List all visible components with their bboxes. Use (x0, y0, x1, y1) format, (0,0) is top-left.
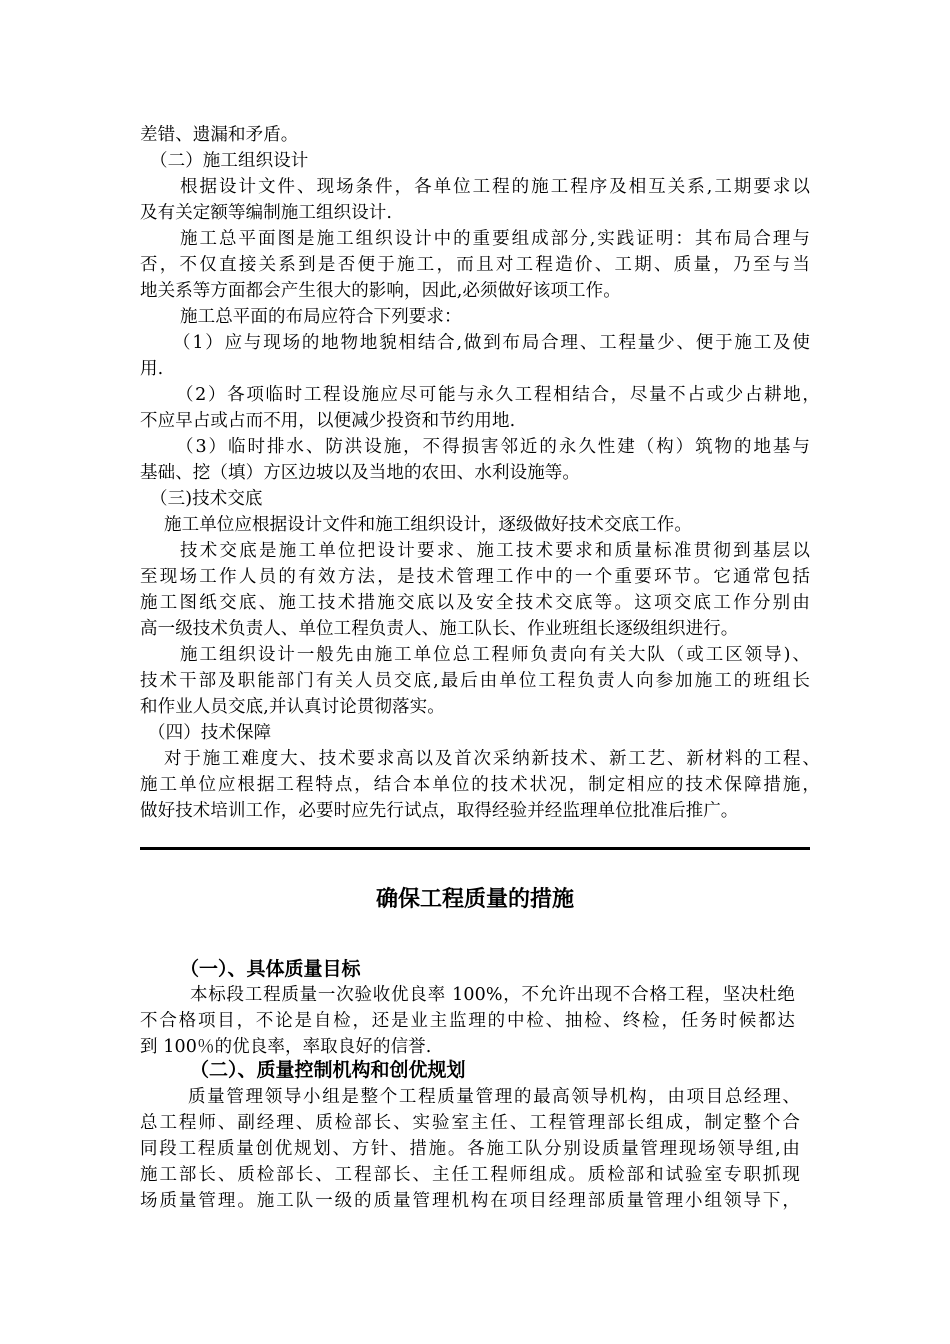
text-line: （1）应与现场的地物地貌相结合,做到布局合理、工程量少、便于施工及使 (173, 333, 810, 353)
text-line: 做好技术培训工作，必要时应先行试点，取得经验并经监理单位批准后推广。 (140, 801, 739, 821)
text-line: 质量管理领导小组是整个工程质量管理的最高领导机构，由项目总经理、 (188, 1087, 800, 1107)
subheading: （三)技术交底 (150, 489, 263, 509)
text-line: 总工程师、副经理、质检部长、实验室主任、工程管理部长组成，制定整个合 (140, 1113, 800, 1133)
text-line: 用. (140, 359, 164, 379)
text-line: 否，不仅直接关系到是否便于施工，而且对工程造价、工期、质量，乃至与当 (140, 255, 810, 275)
text-line: 不合格项目，不论是自检，还是业主监理的中检、抽检、终检，任务时候都达 (140, 1011, 795, 1031)
text-line: 基础、挖（填）方区边坡以及当地的农田、水利设施等。 (140, 463, 580, 483)
subheading: （二）施工组织设计 (150, 151, 309, 171)
text-line: 和作业人员交底,并认真讨论贯彻落实。 (140, 697, 445, 717)
text-line: 技术干部及职能部门有关人员交底,最后由单位工程负责人向参加施工的班组长 (140, 671, 810, 691)
horizontal-rule (140, 847, 810, 850)
subheading: （四）技术保障 (148, 723, 272, 743)
text-line: 及有关定额等编制施工组织设计. (140, 203, 393, 223)
text-line: 对于施工难度大、技术要求高以及首次采纳新技术、新工艺、新材料的工程、 (164, 749, 820, 769)
text-line: 同段工程质量创优规划、方针、措施。各施工队分别设质量管理现场领导组,由 (140, 1139, 800, 1159)
text-line: 差错、遗漏和矛盾。 (140, 125, 299, 145)
text-line: 地关系等方面都会产生很大的影响，因此,必须做好该项工作。 (140, 281, 621, 301)
text-line: 施工图纸交底、施工技术措施交底以及安全技术交底等。这项交底工作分别由 (140, 593, 810, 613)
text-line: 高一级技术负责人、单位工程负责人、施工队长、作业班组长逐级组织进行。 (140, 619, 739, 639)
section-title: 确保工程质量的措施 (375, 887, 574, 912)
text-line: 施工总平面的布局应符合下列要求： (180, 307, 462, 327)
text-line: 施工组织设计一般先由施工单位总工程师负责向有关大队（或工区领导)、 (180, 645, 810, 665)
text-line: 根据设计文件、现场条件，各单位工程的施工程序及相互关系,工期要求以 (180, 177, 810, 197)
heading-quality-goal: （一）、具体质量目标 (180, 958, 361, 980)
text-line: 技术交底是施工单位把设计要求、施工技术要求和质量标准贯彻到基层以 (180, 541, 810, 561)
text-line: （2）各项临时工程设施应尽可能与永久工程相结合，尽量不占或少占耕地， (176, 385, 820, 405)
text-line: 施工总平面图是施工组织设计中的重要组成部分,实践证明：其布局合理与 (180, 229, 810, 249)
heading-quality-control: （二）、质量控制机构和创优规划 (190, 1059, 466, 1081)
text-line: 不应早占或占而不用，以便减少投资和节约用地. (140, 411, 516, 431)
text-line: 场质量管理。施工队一级的质量管理机构在项目经理部质量管理小组领导下， (140, 1191, 800, 1211)
text-line: 本标段工程质量一次验收优良率 100%，不允许出现不合格工程，坚决杜绝 (190, 985, 795, 1005)
text-line: （3）临时排水、防洪设施，不得损害邻近的永久性建（构）筑物的地基与 (176, 437, 810, 457)
text-line: 施工部长、质检部长、工程部长、主任工程师组成。质检部和试验室专职抓现 (140, 1165, 800, 1185)
text-line: 至现场工作人员的有效方法，是技术管理工作中的一个重要环节。它通常包括 (140, 567, 810, 587)
text-line: 施工单位应根据设计文件和施工组织设计，逐级做好技术交底工作。 (164, 515, 692, 535)
text-line: 到 100％的优良率，率取良好的信誉. (140, 1037, 432, 1057)
text-line: 施工单位应根据工程特点，结合本单位的技术状况，制定相应的技术保障措施， (140, 775, 820, 795)
